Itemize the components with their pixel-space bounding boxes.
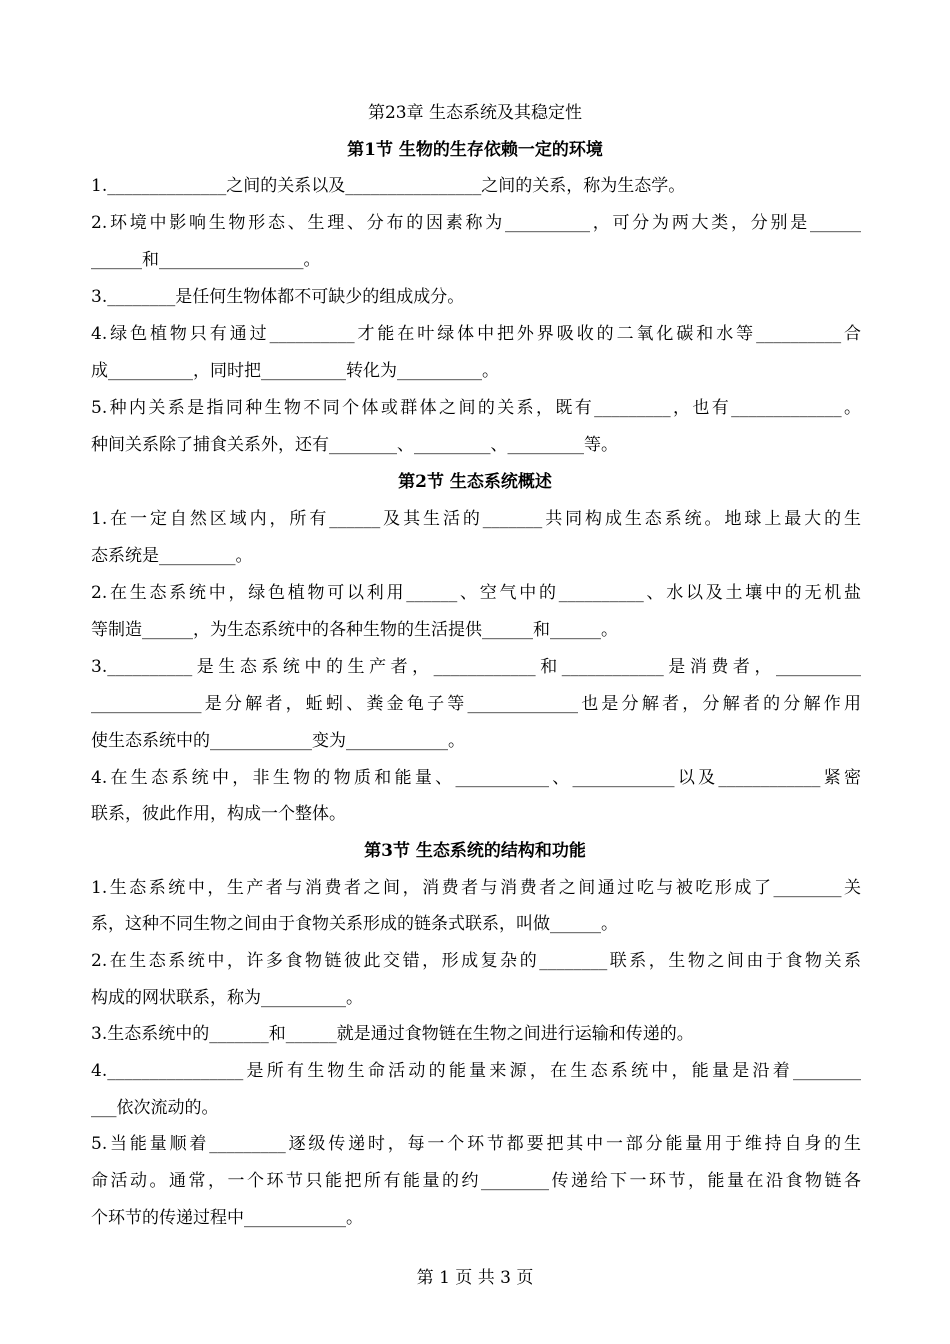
question-line: 联系，彼此作用，构成一个整体。 bbox=[91, 804, 346, 824]
section-1-title: 第1节 生物的生存依赖一定的环境 bbox=[347, 140, 603, 160]
question-line: 3.__________是生态系统中的生产者，____________和____________是消费者，__________ bbox=[91, 657, 861, 677]
question-line: 2.环境中影响生物形态、生理、分布的因素称为__________，可分为两大类，分别是______ bbox=[91, 213, 861, 233]
chapter-title: 第23章 生态系统及其稳定性 bbox=[367, 103, 583, 123]
question-line: 构成的网状联系，称为__________。 bbox=[91, 988, 363, 1008]
question-line: 4.在生态系统中，非生物的物质和能量、___________、____________以及____________紧密 bbox=[91, 768, 861, 788]
page-footer: 第 1 页 共 3 页 bbox=[416, 1268, 534, 1288]
question-line: _____________是分解者，蚯蚓、粪金龟子等_____________也是分解者，分解者的分解作用 bbox=[91, 694, 861, 714]
question-line: ___依次流动的。 bbox=[91, 1098, 219, 1118]
section-3-title: 第3节 生态系统的结构和功能 bbox=[364, 841, 586, 861]
question-line: 等制造______，为生态系统中的各种生物的生活提供______和______。 bbox=[91, 620, 618, 640]
question-line: 命活动。通常，一个环节只能把所有能量的约________传递给下一环节，能量在沿食物链各 bbox=[91, 1171, 861, 1191]
question-line: 个环节的传递过程中____________。 bbox=[91, 1208, 363, 1228]
question-line: 使生态系统中的____________变为____________。 bbox=[91, 731, 465, 751]
question-line: 1.______________之间的关系以及________________之间的关系，称为生态学。 bbox=[91, 176, 686, 196]
question-line: 2.在生态系统中，绿色植物可以利用______、空气中的__________、水以及土壤中的无机盐 bbox=[91, 583, 861, 603]
question-line: 5.种内关系是指同种生物不同个体或群体之间的关系，既有_________，也有_____________。 bbox=[91, 398, 861, 418]
question-line: ______和_________________。 bbox=[91, 250, 321, 270]
question-line: 系，这种不同生物之间由于食物关系形成的链条式联系，叫做______。 bbox=[91, 914, 618, 934]
question-line: 3.________是任何生物体都不可缺少的组成成分。 bbox=[91, 287, 465, 307]
question-line: 成__________，同时把__________转化为__________。 bbox=[91, 361, 499, 381]
question-line: 2.在生态系统中，许多食物链彼此交错，形成复杂的________联系，生物之间由于食物关系 bbox=[91, 951, 861, 971]
question-line: 3.生态系统中的_______和______就是通过食物链在生物之间进行运输和传递的。 bbox=[91, 1024, 694, 1044]
section-2-title: 第2节 生态系统概述 bbox=[398, 472, 552, 492]
question-line: 1.生态系统中，生产者与消费者之间，消费者与消费者之间通过吃与被吃形成了________关 bbox=[91, 878, 861, 898]
question-line: 4.________________是所有生物生命活动的能量来源，在生态系统中，能量是沿着________ bbox=[91, 1061, 861, 1081]
question-line: 种间关系除了捕食关系外，还有________、_________、_________等。 bbox=[91, 435, 618, 455]
question-line: 态系统是_________。 bbox=[91, 546, 253, 566]
question-line: 4.绿色植物只有通过__________才能在叶绿体中把外界吸收的二氧化碳和水等__________合 bbox=[91, 324, 861, 344]
question-line: 1.在一定自然区域内，所有______及其生活的_______共同构成生态系统。地球上最大的生 bbox=[91, 509, 861, 529]
question-line: 5.当能量顺着_________逐级传递时，每一个环节都要把其中一部分能量用于维持自身的生 bbox=[91, 1134, 861, 1154]
